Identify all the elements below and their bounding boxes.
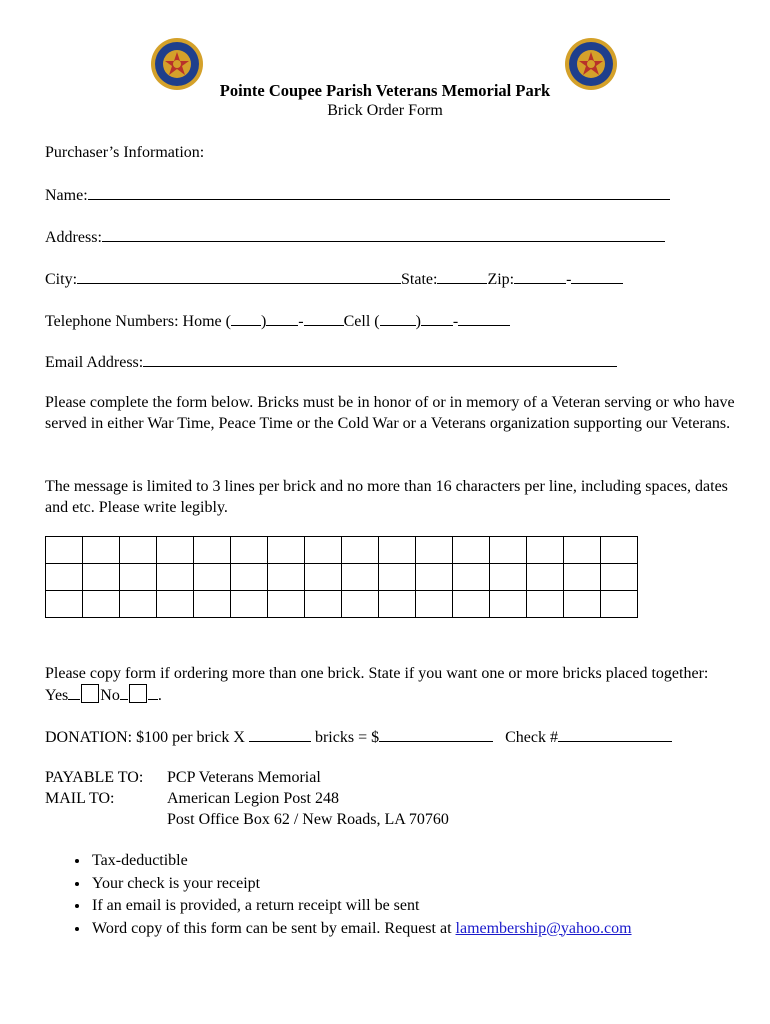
brick-character-cell[interactable] [268,591,305,618]
word-copy-text: Word copy of this form can be sent by email. Request at [92,919,452,937]
cell-area-code-field[interactable] [380,310,416,326]
list-item: • Tax-deductible [90,850,632,873]
brick-character-cell[interactable] [46,537,83,564]
email-field[interactable] [143,351,617,367]
cell-prefix-field[interactable] [421,310,453,326]
no-line-left [120,684,128,700]
purchaser-heading: Purchaser’s Information: [45,144,205,161]
brick-character-cell[interactable] [83,591,120,618]
brick-character-cell[interactable] [601,564,638,591]
state-label: State: [401,271,438,288]
period: . [157,687,162,704]
brick-character-cell[interactable] [305,564,342,591]
email-row [45,351,617,373]
home-number-field[interactable] [304,310,344,326]
phone-label: Telephone Numbers: Home ( [45,313,231,330]
brick-character-cell[interactable] [527,591,564,618]
brick-character-cell[interactable] [46,564,83,591]
brick-character-cell[interactable] [231,591,268,618]
cell-label: Cell ( [343,313,380,330]
yes-line [68,684,80,700]
brick-character-cell[interactable] [564,591,601,618]
brick-character-cell[interactable] [157,564,194,591]
brick-message-grid [45,536,638,618]
brick-character-cell[interactable] [120,564,157,591]
brick-character-cell[interactable] [564,564,601,591]
mail-address-line1: American Legion Post 248 [167,790,339,807]
city-label: City: [45,271,78,288]
home-prefix-field[interactable] [266,310,298,326]
brick-character-cell[interactable] [120,537,157,564]
brick-character-cell[interactable] [527,564,564,591]
brick-character-cell[interactable] [268,537,305,564]
mail-label: MAIL TO: [45,790,115,807]
city-field[interactable] [77,268,401,284]
brick-character-cell[interactable] [342,591,379,618]
info-bullet-list [45,850,632,940]
brick-grid-row [46,537,638,564]
brick-character-cell[interactable] [194,537,231,564]
brick-character-cell[interactable] [416,537,453,564]
list-item [90,918,632,941]
brick-character-cell[interactable] [490,537,527,564]
check-number-field[interactable] [558,726,672,742]
city-row [45,268,623,290]
cell-number-field[interactable] [458,310,510,326]
brick-character-cell[interactable] [490,591,527,618]
state-field[interactable] [437,268,487,284]
zip-label: Zip: [487,271,515,288]
list-item: • If an email is provided, a return receipt will be sent [90,895,632,918]
brick-character-cell[interactable] [231,537,268,564]
brick-character-cell[interactable] [416,591,453,618]
zip-ext-field[interactable] [571,268,623,284]
copy-note-text: Please copy form if ordering more than one brick. State if you want one or more bricks placed together: [45,665,709,682]
donation-row [45,726,672,748]
brick-character-cell[interactable] [379,591,416,618]
brick-character-cell[interactable] [453,537,490,564]
brick-character-cell[interactable] [601,537,638,564]
list-item: • Your check is your receipt [90,873,632,896]
no-checkbox[interactable] [129,684,147,703]
brick-count-field[interactable] [249,726,311,742]
brick-character-cell[interactable] [342,537,379,564]
yes-label: Yes [45,687,69,704]
brick-character-cell[interactable] [305,591,342,618]
paren-close: ) [415,313,421,330]
brick-character-cell[interactable] [453,591,490,618]
brick-character-cell[interactable] [194,591,231,618]
form-subtitle: Brick Order Form [327,102,443,119]
name-field[interactable] [88,184,670,200]
name-row [45,184,670,206]
brick-character-cell[interactable] [379,564,416,591]
zip-separator: - [566,271,572,288]
home-area-code-field[interactable] [231,310,261,326]
no-line-right [148,684,158,700]
payable-value: PCP Veterans Memorial [167,769,321,786]
mail-address-line2: Post Office Box 62 / New Roads, LA 70760 [167,811,449,828]
brick-grid-row [46,591,638,618]
zip-field[interactable] [514,268,566,284]
brick-character-cell[interactable] [231,564,268,591]
amount-field[interactable] [379,726,493,742]
brick-character-cell[interactable] [83,564,120,591]
copy-note [45,663,735,706]
phone-dash: - [298,313,304,330]
brick-character-cell[interactable] [379,537,416,564]
brick-character-cell[interactable] [83,537,120,564]
email-link[interactable]: lamembership@yahoo.com [455,919,632,937]
yes-checkbox[interactable] [81,684,99,703]
paren-close: ) [260,313,267,330]
brick-character-cell[interactable] [453,564,490,591]
no-label: No [100,687,120,704]
donation-label: DONATION: $100 per brick X [45,729,245,746]
brick-character-cell[interactable] [490,564,527,591]
brick-grid-row [46,564,638,591]
brick-character-cell[interactable] [157,591,194,618]
brick-character-cell[interactable] [194,564,231,591]
brick-character-cell[interactable] [305,537,342,564]
address-label: Address: [45,229,102,246]
brick-character-cell[interactable] [46,591,83,618]
phone-row [45,310,510,332]
check-label: Check # [505,729,558,746]
brick-character-cell[interactable] [416,564,453,591]
email-label: Email Address: [45,354,144,371]
bricks-label: bricks = $ [314,729,380,746]
payable-label: PAYABLE TO: [45,769,144,786]
brick-character-cell[interactable] [564,537,601,564]
name-label: Name: [45,187,88,204]
brick-character-cell[interactable] [601,591,638,618]
brick-character-cell[interactable] [120,591,157,618]
brick-character-cell[interactable] [527,537,564,564]
brick-character-cell[interactable] [342,564,379,591]
address-row [45,226,665,248]
address-field[interactable] [102,226,665,242]
brick-character-cell[interactable] [157,537,194,564]
message-limit-paragraph: The message is limited to 3 lines per brick and no more than 16 characters per line, including spaces, dates and etc. Please write legibly. [45,478,728,516]
form-title: Pointe Coupee Parish Veterans Memorial Park [219,81,551,100]
phone-dash: - [452,313,459,330]
instructions-paragraph: Please complete the form below. Bricks must be in honor of or in memory of a Veteran serving or who have served in either War Time, Peace Time or the Cold War or a Veterans organization supporting our Veterans. [45,394,735,432]
brick-character-cell[interactable] [268,564,305,591]
